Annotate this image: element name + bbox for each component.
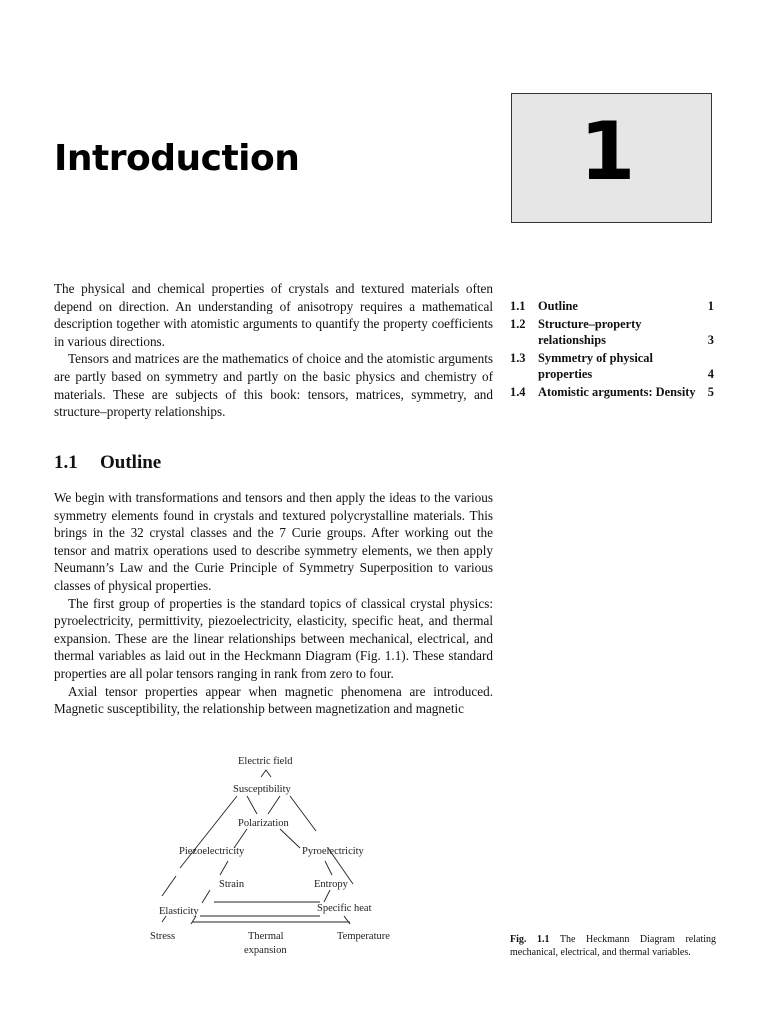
toc-item-title: Atomistic arguments: Density bbox=[538, 384, 696, 399]
caption-label: Fig. 1.1 bbox=[510, 934, 550, 945]
toc-item[interactable] bbox=[510, 350, 714, 383]
toc-item-title: Symmetry of physical properties bbox=[538, 350, 653, 381]
chapter-contents bbox=[510, 298, 714, 401]
right-edge-segment bbox=[290, 796, 316, 831]
heckmann-diagram bbox=[140, 750, 410, 960]
figure-caption bbox=[510, 933, 716, 959]
section-title: Outline bbox=[100, 452, 162, 473]
caption-text: The Heckmann Diagram relating mechanical, electrical, and thermal variables. bbox=[510, 934, 716, 958]
intro-text bbox=[54, 280, 493, 421]
label-electric-field: Electric field bbox=[238, 756, 293, 767]
piezo-to-strain bbox=[220, 861, 228, 875]
chapter-number-box bbox=[511, 93, 712, 223]
toc-item-title: Structure–property relationships bbox=[538, 316, 642, 347]
elasticity-tick bbox=[191, 916, 196, 924]
chapter-title: Introduction bbox=[54, 138, 300, 179]
top-arrow bbox=[261, 770, 271, 777]
susceptibility-to-polarization bbox=[247, 796, 257, 814]
paragraph: Axial tensor properties appear when magnetic phenomena are introduced. Magnetic susceptibility, the relationship between magnetization and magnetic bbox=[54, 683, 493, 717]
polarization-to-pyroelectricity bbox=[280, 829, 300, 848]
label-thermal: Thermal bbox=[248, 931, 284, 942]
toc-item-page: 1 bbox=[707, 299, 714, 313]
label-expansion: expansion bbox=[244, 945, 287, 956]
susceptibility-to-polarization bbox=[268, 796, 280, 814]
toc-item[interactable] bbox=[510, 384, 714, 401]
toc-item-title: Outline bbox=[538, 299, 578, 313]
paragraph: The first group of properties is the standard topics of classical crystal physics: pyroelectricity, permittivity, piezoelectricity, elasticity, specific heat, and thermal expansion. These are the linear relationships between mechanical, electrical, and thermal variables as laid out in the Heckmann Diagram (Fig. 1.1). These standard properties are all polar tensors ranging in rank from zero to four. bbox=[54, 595, 493, 681]
entropy-to-specific-heat bbox=[324, 890, 330, 902]
left-outer-edge bbox=[180, 796, 237, 868]
heckmann-diagram-svg bbox=[140, 750, 410, 960]
specific-heat-to-temperature bbox=[344, 916, 350, 924]
section-text bbox=[54, 489, 493, 718]
paragraph: Tensors and matrices are the mathematics of choice and the atomistic arguments are partly based on symmetry and partly on the basic physics and chemistry of materials. These are subjects of this book: tensors, matrices, symmetry, and structure–property relationships. bbox=[54, 351, 493, 420]
toc-item-page: 5 bbox=[707, 384, 714, 399]
chapter-number: 1 bbox=[579, 105, 636, 198]
pyro-to-entropy bbox=[325, 861, 332, 875]
paragraph: The physical and chemical properties of crystals and textured materials often depend on direction. An understanding of anisotropy requires a mathematical description together with atomistic arguments to quantify the property coefficients in various directions. bbox=[54, 281, 493, 349]
toc-item-number: 1.2 bbox=[510, 316, 526, 331]
section-number: 1.1 bbox=[54, 452, 78, 473]
strain-to-elasticity bbox=[202, 890, 210, 903]
label-elasticity: Elasticity bbox=[159, 906, 199, 917]
label-stress: Stress bbox=[150, 931, 176, 942]
toc-item-page: 4 bbox=[707, 367, 714, 381]
label-temperature: Temperature bbox=[337, 931, 390, 942]
toc-item-number: 1.1 bbox=[510, 299, 526, 313]
toc-item[interactable] bbox=[510, 316, 714, 349]
toc-item[interactable] bbox=[510, 298, 714, 315]
paragraph: We begin with transformations and tensors and then apply the ideas to the various symmetry elements found in crystals and textured polycrystalline materials. This brings in the 32 crystal classes and the 7 Curie groups. After working out the tensor and matrix operations used to describe symmetry elements, we then apply Neumann’s Law and the Curie Principle of Symmetry Superposition to various classes of physical properties. bbox=[54, 490, 493, 593]
toc-item-number: 1.3 bbox=[510, 350, 526, 365]
toc-item-page: 3 bbox=[707, 333, 714, 347]
toc-item-number: 1.4 bbox=[510, 384, 526, 399]
label-strain: Strain bbox=[219, 879, 245, 890]
label-specific-heat: Specific heat bbox=[317, 903, 372, 914]
left-outer-edge bbox=[162, 876, 176, 896]
label-pyroelectricity: Pyroelectricity bbox=[302, 846, 364, 857]
label-polarization: Polarization bbox=[238, 818, 289, 829]
section-heading bbox=[54, 452, 161, 474]
label-piezoelectricity: Piezoelectricity bbox=[179, 846, 245, 857]
label-entropy: Entropy bbox=[314, 879, 348, 890]
label-susceptibility: Susceptibility bbox=[233, 784, 291, 795]
